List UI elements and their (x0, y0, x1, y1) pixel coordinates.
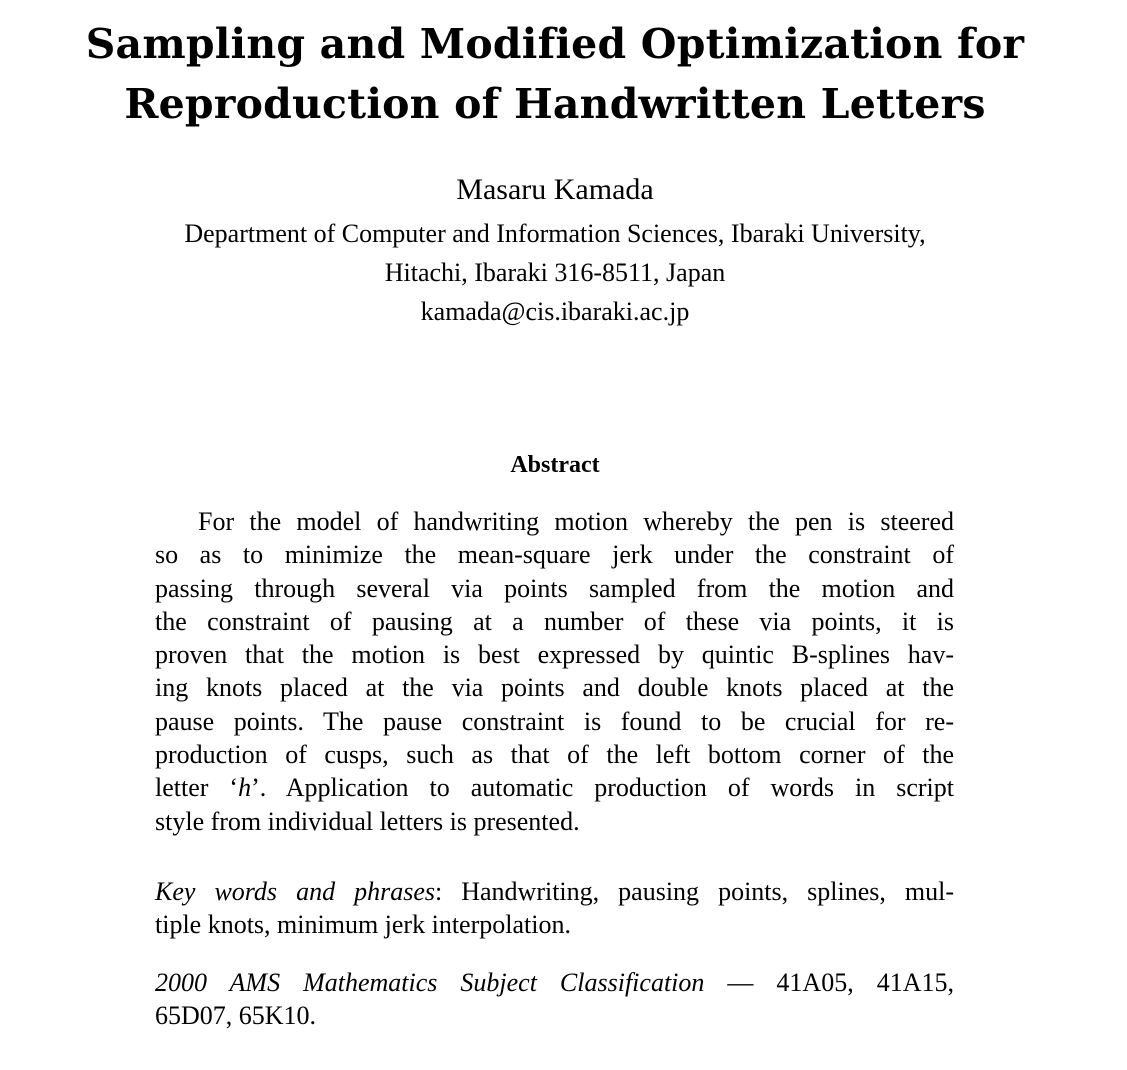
abstract-line: passing through several via points sampled from the motion and (155, 573, 954, 603)
affiliation-line-1: Department of Computer and Information Sciences, Ibaraki University, (184, 219, 926, 248)
abstract-line: production of cusps, such as that of the left bottom corner of the (155, 740, 954, 770)
msc-line (155, 966, 954, 999)
abstract-heading: Abstract (510, 452, 600, 478)
affiliation (0, 214, 1110, 331)
abstract-line: the constraint of pausing at a number of these via points, it is (155, 606, 954, 636)
msc-label: 2000 AMS Mathematics Subject Classification (155, 968, 705, 997)
paper-title (0, 14, 1110, 134)
abstract-line: For the model of handwriting motion whereby the pen is steered (198, 507, 954, 536)
abstract-body (155, 505, 954, 838)
italic-letter-h: h (238, 773, 252, 803)
msc-codes: — 41A05, 41A15, (704, 968, 954, 997)
keywords-line (155, 875, 954, 908)
title-line-1: Sampling and Modified Optimization for (85, 20, 1025, 68)
abstract-line: pause points. The pause constraint is found to be crucial for re- (155, 706, 954, 736)
abstract-line: proven that the motion is best expressed by quintic B-splines hav- (155, 640, 954, 670)
abstract-line: so as to minimize the mean-square jerk under the constraint of (155, 540, 954, 570)
abstract-line: ing knots placed at the via points and double knots placed at the (155, 673, 954, 703)
author-email: kamada@cis.ibaraki.ac.jp (420, 297, 690, 326)
msc-section (155, 966, 954, 1033)
keywords-text: : Handwriting, pausing points, splines, mul- (434, 877, 954, 906)
msc-line: 65D07, 65K10. (155, 1001, 317, 1031)
abstract-line: style from individual letters is presented. (155, 806, 580, 836)
author-name: Masaru Kamada (456, 173, 654, 206)
keywords-label: Key words and phrases (155, 877, 435, 906)
keywords-line: tiple knots, minimum jerk interpolation. (155, 910, 571, 940)
affiliation-line-2: Hitachi, Ibaraki 316-8511, Japan (384, 258, 726, 287)
abstract-line-part: letter ‘ (155, 773, 239, 803)
keywords-section (155, 875, 954, 942)
title-line-2: Reproduction of Handwritten Letters (124, 80, 986, 128)
abstract-line (155, 771, 954, 804)
abstract-line-part: ’. Application to automatic production of words in script (251, 773, 954, 803)
